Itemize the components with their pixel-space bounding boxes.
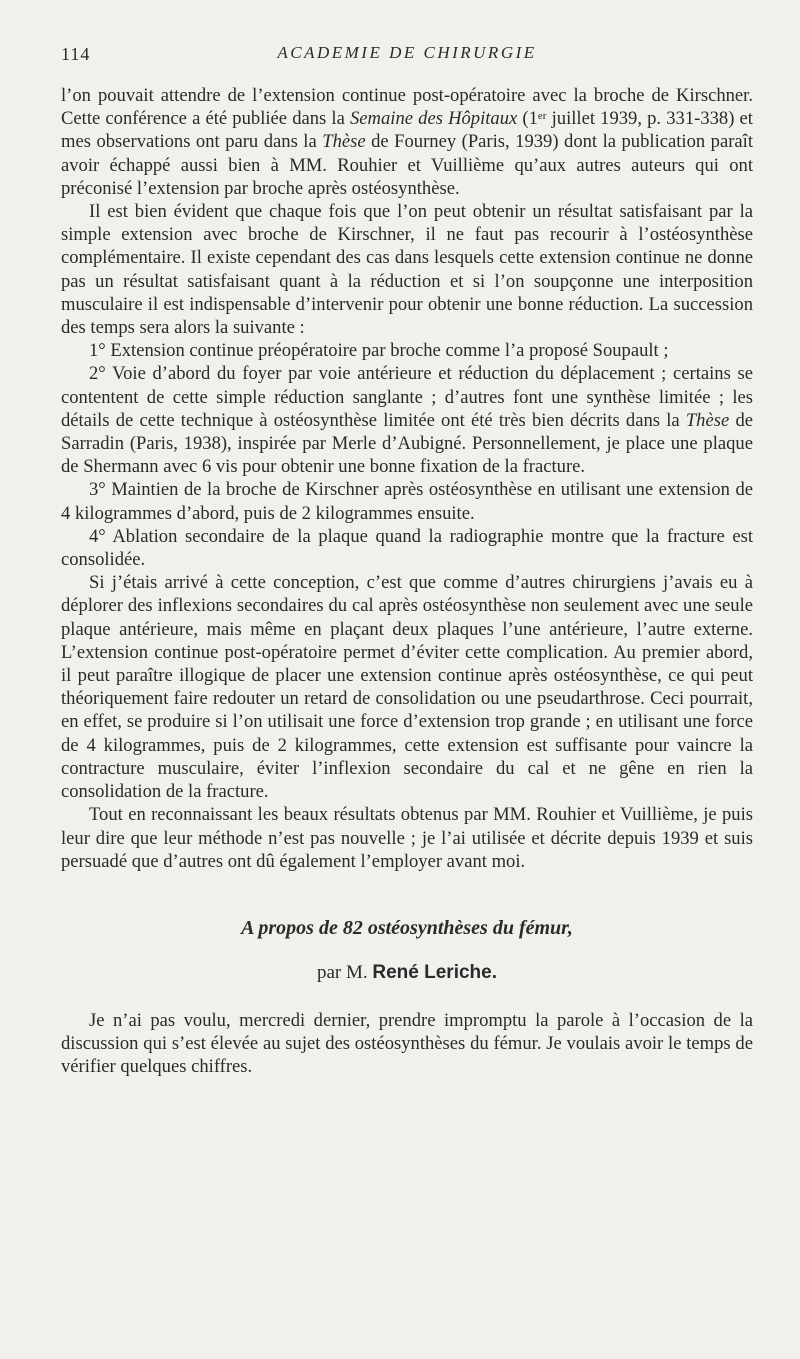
article-intro <box>61 1009 753 1079</box>
text-run: l’on pouvait attendre de l’extension continue post-opératoire avec la broche de Kirschner. Cette conférence a été publiée dans la <box>61 85 753 130</box>
text-run: 2° Voie d’abord du foyer par voie antérieure et réduction du déplacement ; certains se contentent de cette simple réduction sanglante ; d’autres font une synthèse limitée ; les détails de cette technique à ostéosynthèse limitée ont été très bien décrits dans la <box>61 363 753 431</box>
superscript: er <box>537 110 547 123</box>
list-item: 4° Ablation secondaire de la plaque quand la radiographie montre que la fracture est consolidée. <box>61 525 753 571</box>
text-run: de Sarradin (Paris, 1938), inspirée par Merle d’Aubigné. Personnellement, je place une plaque de Shermann avec 6 vis pour obtenir une bonne fixation de la fracture. <box>61 409 753 478</box>
list-item: 1° Extension continue préopératoire par broche comme l’a proposé Soupault ; <box>89 340 669 362</box>
list-item <box>61 362 753 478</box>
paragraph <box>61 84 753 200</box>
author-name: René Leriche. <box>372 961 497 983</box>
article-title: A propos de 82 ostéosynthèses du fémur, <box>241 916 573 939</box>
byline <box>61 962 753 984</box>
paragraph: Je n’ai pas voulu, mercredi dernier, prendre impromptu la parole à l’occasion de la discussion qui s’est élevée au sujet des ostéosynthèses du fémur. Je voulais avoir le temps de vérifier quelques chiffres. <box>61 1009 753 1078</box>
paragraph: Tout en reconnaissant les beaux résultats obtenus par MM. Rouhier et Vuillième, je puis leur dire que leur méthode n’est pas nouvelle ; je l’ai utilisée et décrite depuis 1939 et suis persuadé que d’autres ont dû également l’employer avant moi. <box>61 804 753 872</box>
body-text <box>61 84 753 873</box>
list-item: 3° Maintien de la broche de Kirschner après ostéosynthèse en utilisant une extension de 4 kilogrammes d’abord, puis de 2 kilogrammes ensuite. <box>61 479 753 524</box>
journal-title: ACADEMIE DE CHIRURGIE <box>277 43 537 62</box>
text-run: (1 <box>517 108 538 130</box>
thesis-citation: Thèse <box>322 131 366 153</box>
journal-citation: Semaine des Hôpitaux <box>350 108 518 130</box>
paragraph: Si j’étais arrivé à cette conception, c’est que comme d’autres chirurgiens j’avais eu à déplorer des inflexions secondaires du cal après ostéosynthèse non seulement avec une seule plaque antérieure, mais même en plaçant deux plaques l’une antérieure, l’autre externe. L’extension continue post-opératoire permet d’éviter cette complication. Au premier abord, il peut paraître illogique de placer une extension continue après ostéosynthèse, ce qui peut théoriquement faire redouter un retard de consolidation ou une pseudarthrose. Ceci pourrait, en effet, se produire si l’on utilisait une force d’extension trop grande ; en utilisant une force de 4 kilogrammes, puis de 2 kilogrammes, cette extension est suffisante pour vaincre la contracture musculaire, éviter l’inflexion secondaire du cal et ne gêne en rien la consolidation de la fracture. <box>61 572 753 803</box>
text-run: de Fourney (Paris, 1939) dont la publication paraît avoir échappé aussi bien à MM. Rouhier et Vuillième qu’aux autres auteurs qui ont préconisé l’extension par broche après ostéosynthèse. <box>61 131 753 199</box>
paragraph: Il est bien évident que chaque fois que l’on peut obtenir un résultat satisfaisant par la simple extension avec broche de Kirschner, il ne faut pas recourir à l’ostéosynthèse complémentaire. Il existe cependant des cas dans lesquels cette extension continue ne donne pas un résultat satisfaisant quant à la réduction et si l’on soupçonne une interposition musculaire il est indispensable d’intervenir pour obtenir une bonne réduction. La succession des temps sera alors la suivante : <box>61 201 753 339</box>
text-run: juillet 1939, p. 331-338) et mes observations ont paru dans la <box>61 108 753 153</box>
byline-prefix: par M. <box>316 961 373 983</box>
page <box>61 40 753 1079</box>
page-number: 114 <box>61 44 91 64</box>
thesis-citation: Thèse <box>685 409 730 431</box>
running-header <box>61 40 753 66</box>
